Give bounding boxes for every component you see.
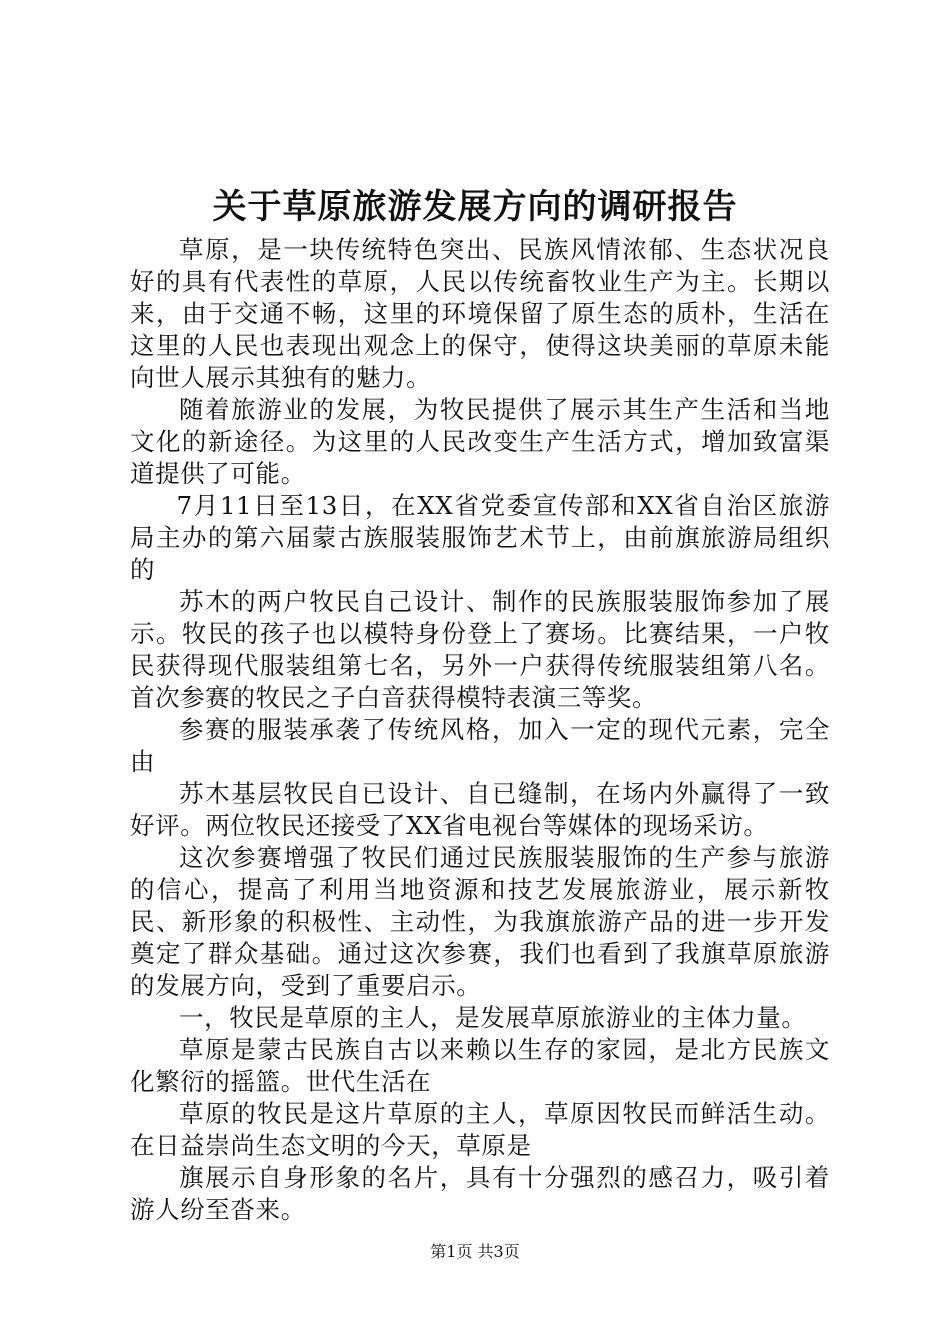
section-heading: 一，牧民是草原的主人，是发展草原旅游业的主体力量。 bbox=[179, 1003, 807, 1032]
paragraph: 苏木基层牧民自已设计、自已缝制，在场内外赢得了一致好评。两位牧民还接受了XX省电视台等媒体的现场采访。 bbox=[130, 779, 830, 840]
paragraph: 苏木的两户牧民自己设计、制作的民族服装服饰参加了展示。牧民的孩子也以模特身份登上了赛场。比赛结果，一户牧民获得现代服装组第七名，另外一户获得传统服装组第八名。首次参赛的牧民之子白音获得模特表演三等奖。 bbox=[130, 587, 830, 712]
document-body bbox=[130, 234, 830, 1226]
paragraph: 草原的牧民是这片草原的主人，草原因牧民而鲜活生动。在日益崇尚生态文明的今天，草原是 bbox=[130, 1099, 830, 1160]
paragraph: 旗展示自身形象的名片，具有十分强烈的感召力，吸引着游人纷至沓来。 bbox=[130, 1163, 830, 1224]
paragraph: 参赛的服装承袭了传统风格，加入一定的现代元素，完全由 bbox=[130, 715, 830, 776]
paragraph: 7月11日至13日，在XX省党委宣传部和XX省自治区旅游局主办的第六届蒙古族服装服饰艺术节上，由前旗旅游局组织的 bbox=[130, 491, 830, 584]
paragraph: 随着旅游业的发展，为牧民提供了展示其生产生活和当地文化的新途径。为这里的人民改变生产生活方式，增加致富渠道提供了可能。 bbox=[130, 395, 830, 488]
paragraph: 这次参赛增强了牧民们通过民族服装服饰的生产参与旅游的信心，提高了利用当地资源和技艺发展旅游业，展示新牧民、新形象的积极性、主动性，为我旗旅游产品的进一步开发奠定了群众基础。通过这次参赛，我们也看到了我旗草原旅游的发展方向，受到了重要启示。 bbox=[130, 843, 830, 1000]
paragraph: 草原是蒙古民族自古以来赖以生存的家园，是北方民族文化繁衍的摇篮。世代生活在 bbox=[130, 1035, 830, 1096]
page-number: 第1页 共3页 bbox=[430, 1242, 520, 1261]
paragraph: 草原，是一块传统特色突出、民族风情浓郁、生态状况良好的具有代表性的草原，人民以传统畜牧业生产为主。长期以来，由于交通不畅，这里的环境保留了原生态的质朴，生活在这里的人民也表现出观念上的保守，使得这块美丽的草原未能向世人展示其独有的魅力。 bbox=[130, 235, 830, 392]
document-title: 关于草原旅游发展方向的调研报告 bbox=[212, 187, 738, 227]
